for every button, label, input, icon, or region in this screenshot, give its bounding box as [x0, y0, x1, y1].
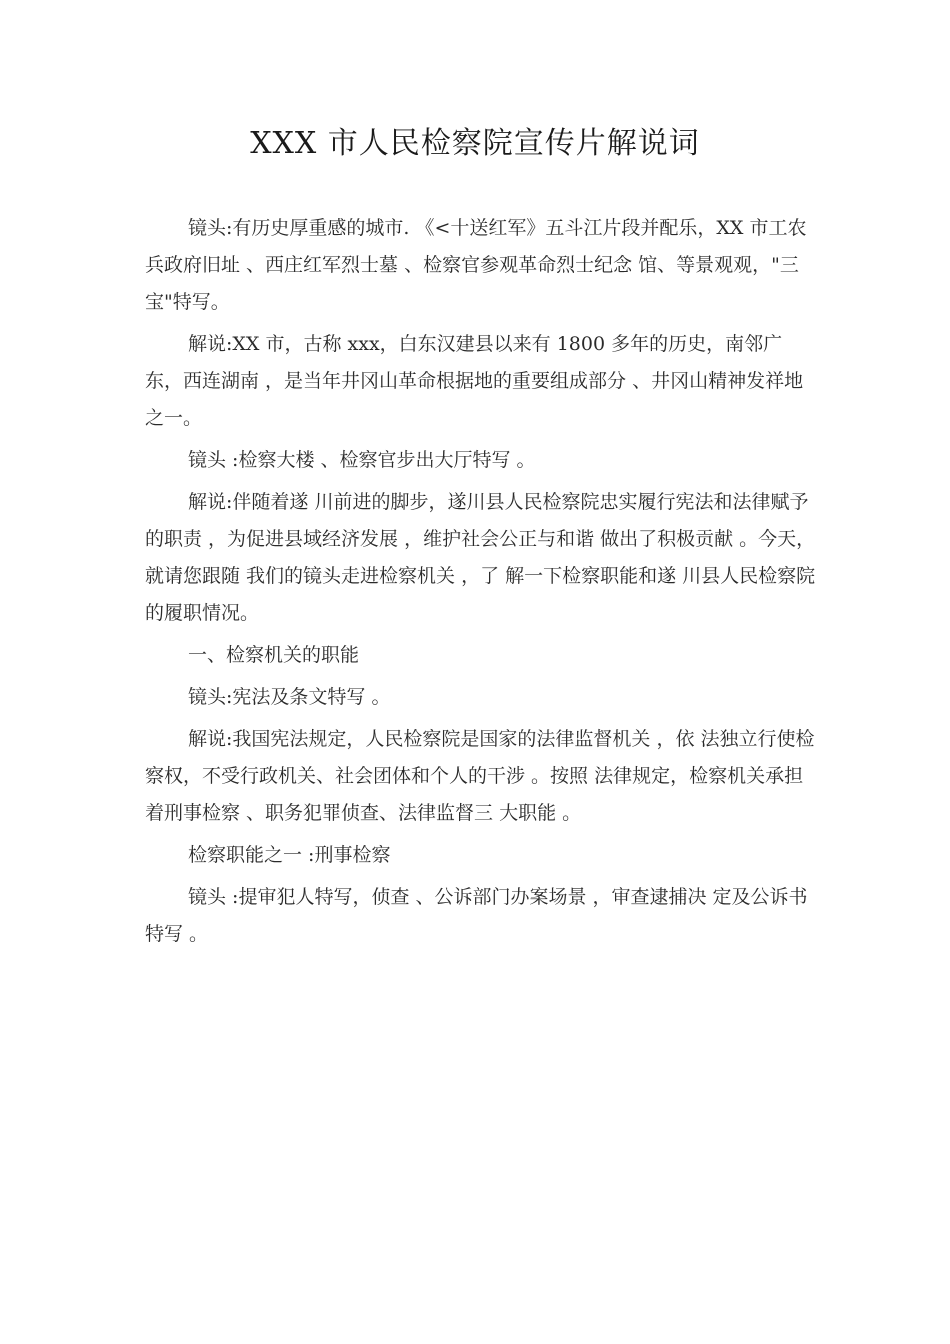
paragraph-shot-constitution: 镜头:宪法及条文特写 。: [188, 686, 391, 708]
document-body: [145, 210, 820, 958]
paragraph-narration-duties: 解说:伴随着遂 川前进的脚步，遂川县人民检察院忠实履行宪法和法律赋予的职责 ，为促进县域经济发展 ，维护社会公正与和谐 做出了积极贡献 。今天，就请您跟随 我们的镜头走进检察机关 ，了 解一下检察职能和遂 川县人民检察院的履职情况。: [145, 491, 816, 624]
subheading-criminal-prosecution: 检察职能之一 :刑事检察: [188, 844, 391, 866]
paragraph-shot-city: 镜头:有历史厚重感的城市. 《<十送红军》五斗江片段并配乐，XX 市工农兵政府旧址 、西庄红军烈士墓 、检察官参观革命烈士纪念 馆、等景观观，"三宝"特写。: [145, 217, 807, 313]
document-title: XXX 市人民检察院宣传片解说词: [250, 126, 700, 161]
paragraph-narration-history: 解说:XX 市，古称 xxx，白东汉建县以来有 1800 多年的历史，南邻广东，西连湖南 ，是当年井冈山革命根据地的重要组成部分 、井冈山精神发祥地之一。: [145, 333, 804, 429]
section-heading-functions: 一、检察机关的职能: [188, 644, 360, 666]
paragraph-shot-interrogation: 镜头 :提审犯人特写，侦查 、公诉部门办案场景 ，审查逮捕决 定及公诉书特写 。: [145, 886, 808, 945]
paragraph-shot-building: 镜头 :检察大楼 、检察官步出大厅特写 。: [188, 449, 536, 471]
paragraph-narration-constitution: 解说:我国宪法规定，人民检察院是国家的法律监督机关 ，依 法独立行使检察权，不受行政机关、社会团体和个人的干涉 。按照 法律规定，检察机关承担着刑事检察 、职务犯罪侦查、法律监督三 大职能 。: [145, 728, 815, 824]
